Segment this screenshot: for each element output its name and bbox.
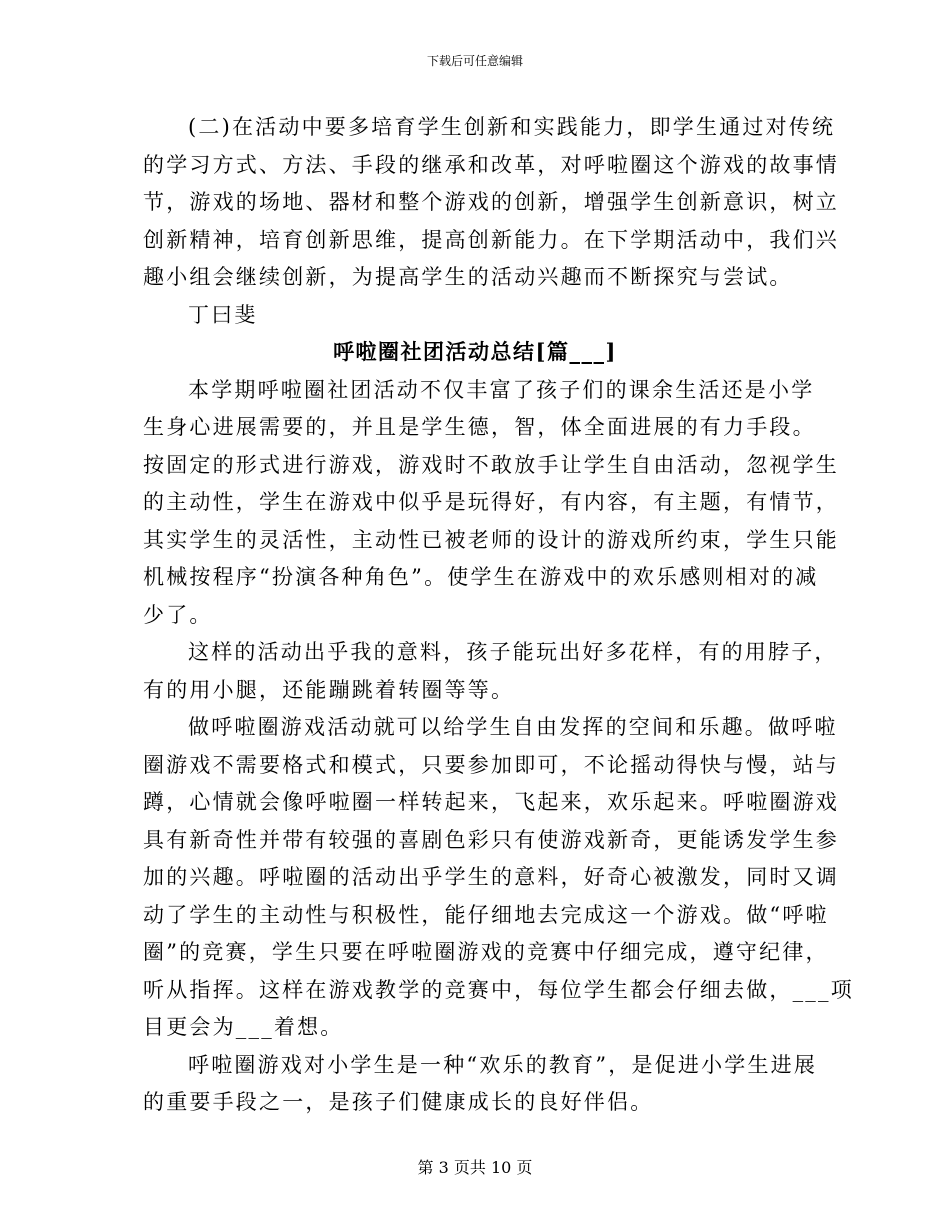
paragraph-line: 生身心进展需要的，并且是学生德，智，体全面进展的有力手段。 xyxy=(143,415,816,439)
signature: 丁曰斐 xyxy=(188,303,258,327)
paragraph-line: 其实学生的灵活性，主动性已被老师的设计的游戏所约束，学生只能 xyxy=(143,528,839,552)
paragraph-line: 本学期呼啦圈社团活动不仅丰富了孩子们的课余生活还是小学 xyxy=(188,378,815,402)
article-title: 呼啦圈社团活动总结[篇___] xyxy=(333,339,617,364)
page-number: 第 3 页共 10 页 xyxy=(417,1158,533,1177)
paragraph-line: 具有新奇性并带有较强的喜剧色彩只有使游戏新奇，更能诱发学生参 xyxy=(143,828,839,852)
paragraph-line: 圈游戏不需要格式和模式，只要参加即可，不论摇动得快与慢，站与 xyxy=(143,753,839,777)
paragraph-line: 呼啦圈游戏对小学生是一种“欢乐的教育”，是促进小学生进展 xyxy=(188,1053,818,1077)
paragraph-line: 加的兴趣。呼啦圈的活动出乎学生的意料，好奇心被激发，同时又调 xyxy=(143,865,839,889)
paragraph-line: 目更会为___着想。 xyxy=(143,1015,344,1039)
header-note: 下载后可任意编辑 xyxy=(426,54,523,68)
paragraph-line: (二)在活动中要多培育学生创新和实践能力，即学生通过对传统 xyxy=(188,115,836,139)
paragraph-line: 圈”的竞赛，学生只要在呼啦圈游戏的竞赛中仔细完成，遵守纪律， xyxy=(143,940,829,964)
paragraph-line: 有的用小腿，还能蹦跳着转圈等等。 xyxy=(143,678,515,702)
paragraph-line: 按固定的形式进行游戏，游戏时不敢放手让学生自由活动，忽视学生 xyxy=(143,453,839,477)
paragraph-line: 创新精神，培育创新思维，提高创新能力。在下学期活动中，我们兴 xyxy=(143,228,839,252)
paragraph-line: 的主动性，学生在游戏中似乎是玩得好，有内容，有主题，有情节， xyxy=(143,490,839,514)
paragraph-line: 的学习方式、方法、手段的继承和改革，对呼啦圈这个游戏的故事情 xyxy=(143,153,839,177)
paragraph-line: 趣小组会继续创新，为提高学生的活动兴趣而不断探究与尝试。 xyxy=(143,265,793,289)
paragraph-line: 少了。 xyxy=(143,603,213,627)
paragraph-line: 听从指挥。这样在游戏教学的竞赛中，每位学生都会仔细去做，___项 xyxy=(143,978,854,1002)
paragraph-line: 节，游戏的场地、器材和整个游戏的创新，增强学生创新意识，树立 xyxy=(143,190,839,214)
paragraph-line: 做呼啦圈游戏活动就可以给学生自由发挥的空间和乐趣。做呼啦 xyxy=(188,715,838,739)
paragraph-line: 蹲，心情就会像呼啦圈一样转起来，飞起来，欢乐起来。呼啦圈游戏 xyxy=(143,790,839,814)
paragraph-line: 的重要手段之一，是孩子们健康成长的良好伴侣。 xyxy=(143,1090,654,1114)
paragraph-line: 这样的活动出乎我的意料，孩子能玩出好多花样，有的用脖子， xyxy=(188,640,838,664)
paragraph-line: 动了学生的主动性与积极性，能仔细地去完成这一个游戏。做“呼啦 xyxy=(143,903,829,927)
paragraph-line: 机械按程序“扮演各种角色”。使学生在游戏中的欢乐感则相对的减 xyxy=(143,565,819,589)
